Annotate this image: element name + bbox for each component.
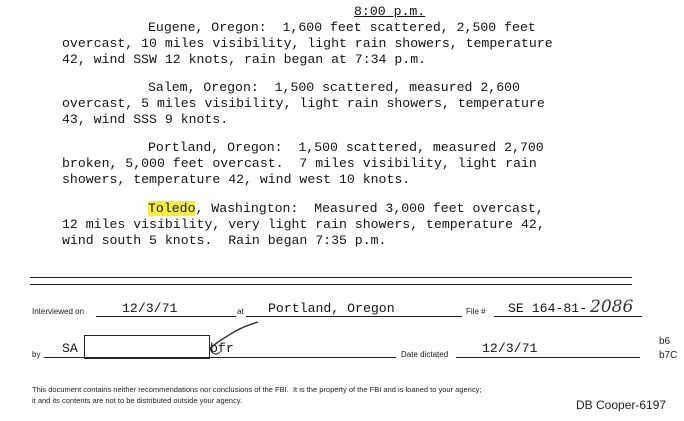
by-line xyxy=(44,357,396,358)
report-line: broken, 5,000 feet overcast. 7 miles visibility, light rain xyxy=(62,156,537,171)
at-line xyxy=(246,316,462,317)
date-dictated-line xyxy=(456,357,640,358)
at-value: Portland, Oregon xyxy=(268,301,395,316)
report-line: overcast, 5 miles visibility, light rain showers, temperature xyxy=(62,96,545,111)
by-value: SA xyxy=(62,341,78,356)
disclaimer-line: it and its contents are not to be distributed outside your agency. xyxy=(32,396,242,405)
report-line: wind south 5 knots. Rain began 7:35 p.m. xyxy=(62,233,387,248)
interviewed-on-line xyxy=(96,316,236,317)
report-line-rest: , Washington: Measured 3,000 feet overcast, xyxy=(195,201,544,216)
file-handwritten-number: 2086 xyxy=(590,297,634,317)
report-line: Eugene, Oregon: 1,600 feet scattered, 2,500 feet xyxy=(148,20,536,35)
interviewed-on-value: 12/3/71 xyxy=(122,301,178,316)
report-line: 43, wind SSS 9 knots. xyxy=(62,112,229,127)
report-line: 12 miles visibility, very light rain showers, temperature 42, xyxy=(62,217,545,232)
date-dictated-value: 12/3/71 xyxy=(482,341,538,356)
divider-rule xyxy=(30,284,632,285)
report-line: Portland, Oregon: 1,500 scattered, measured 2,700 xyxy=(148,140,544,155)
by-label: by xyxy=(32,350,41,359)
file-line xyxy=(494,316,642,317)
report-line: 42, wind SSW 12 knots, rain began at 7:34 p.m. xyxy=(62,52,427,67)
report-line: Salem, Oregon: 1,500 scattered, measured 2,600 xyxy=(148,80,520,95)
highlighted-word: Toledo xyxy=(148,201,196,216)
margin-code: b7C xyxy=(659,350,678,361)
disclaimer-line: This document contains neither recommendations nor conclusions of the FBI. It is the property of the FBI and is loaned to your agency; xyxy=(32,385,482,394)
time-heading: 8:00 p.m. xyxy=(354,4,426,19)
margin-code: b6 xyxy=(659,336,671,347)
by-suffix: bfr xyxy=(210,341,234,356)
footer-stamp: DB Cooper-6197 xyxy=(576,398,667,412)
divider-rule xyxy=(30,277,632,278)
file-label: File # xyxy=(466,307,486,316)
report-line: showers, temperature 42, wind west 10 knots. xyxy=(62,172,411,187)
at-label: at xyxy=(237,307,244,316)
report-line: overcast, 10 miles visibility, light rain showers, temperature xyxy=(62,36,553,51)
redaction-box xyxy=(84,335,210,359)
date-dictated-label: Date dictated xyxy=(401,350,449,359)
interviewed-on-label: Interviewed on xyxy=(32,307,85,316)
file-value: SE 164-81- xyxy=(508,301,588,316)
report-line-first xyxy=(148,201,544,217)
